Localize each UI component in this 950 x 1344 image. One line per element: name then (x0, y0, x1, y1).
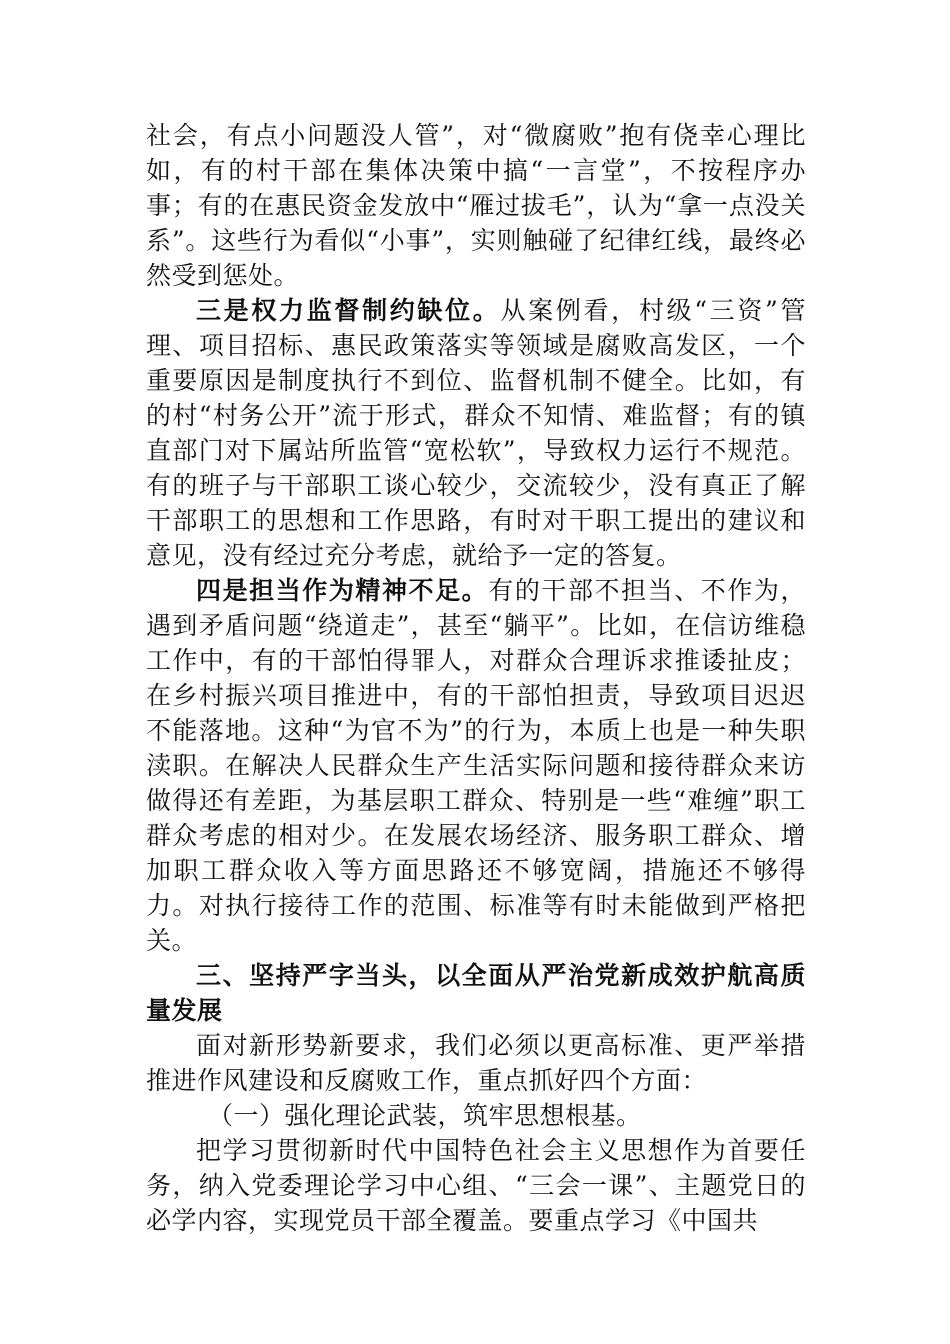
paragraph-study: 把学习贯彻新时代中国特色社会主义思想作为首要任务，纳入党委理论学习中心组、“三会一课”、主题党日的必学内容，实现党员干部全覆盖。要重点学习《中国共 (146, 1136, 806, 1235)
document-body (146, 118, 806, 1238)
paragraph-responsibility (146, 573, 806, 958)
paragraph-continuation: 社会，有点小问题没人管”，对“微腐败”抱有侥幸心理比如，有的村干部在集体决策中搞“一言堂”，不按程序办事；有的在惠民资金发放中“雁过拔毛”，认为“拿一点没关系”。这些行为看似“小事”，实则触碰了纪律红线，最终必然受到惩处。 (146, 121, 806, 290)
subsection-heading: （一）强化理论武装，筑牢思想根基。 (208, 1101, 642, 1130)
paragraph-lead-bold: 三是权力监督制约缺位。 (196, 296, 501, 325)
paragraph-power-supervision (146, 293, 806, 573)
paragraph-intro: 面对新形势新要求，我们必须以更高标准、更严举措推进作风建设和反腐败工作，重点抓好四个方面： (146, 1031, 806, 1095)
paragraph-lead-bold: 四是担当作为精神不足。 (196, 576, 489, 605)
paragraph-text: 有的干部不担当、不作为，遇到矛盾问题“绕道走”，甚至“躺平”。比如，在信访维稳工作中，有的干部怕得罪人，对群众合理诉求推诿扯皮；在乡村振兴项目推进中，有的干部怕担责，导致项目迟迟不能落地。这种“为官不为”的行为，本质上也是一种失职渎职。在解决人民群众生产生活实际问题和接待群众来访做得还有差距，为基层职工群众、特别是一些“难缠”职工群众考虑的相对少。在发展农场经济、服务职工群众、增加职工群众收入等方面思路还不够宽阔，措施还不够得力。对执行接待工作的范围、标准等有时未能做到严格把关。 (146, 576, 806, 955)
section-heading: 三、坚持严字当头，以全面从严治党新成效护航高质量发展 (146, 961, 806, 1025)
paragraph-text: 从案例看，村级“三资”管理、项目招标、惠民政策落实等领域是腐败高发区，一个重要原因是制度执行不到位、监督机制不健全。比如，有的村“村务公开”流于形式，群众不知情、难监督；有的镇直部门对下属站所监管“宽松软”，导致权力运行不规范。有的班子与干部职工谈心较少，交流较少，没有真正了解干部职工的思想和工作思路，有时对干职工提出的建议和意见，没有经过充分考虑，就给予一定的答复。 (146, 296, 806, 570)
